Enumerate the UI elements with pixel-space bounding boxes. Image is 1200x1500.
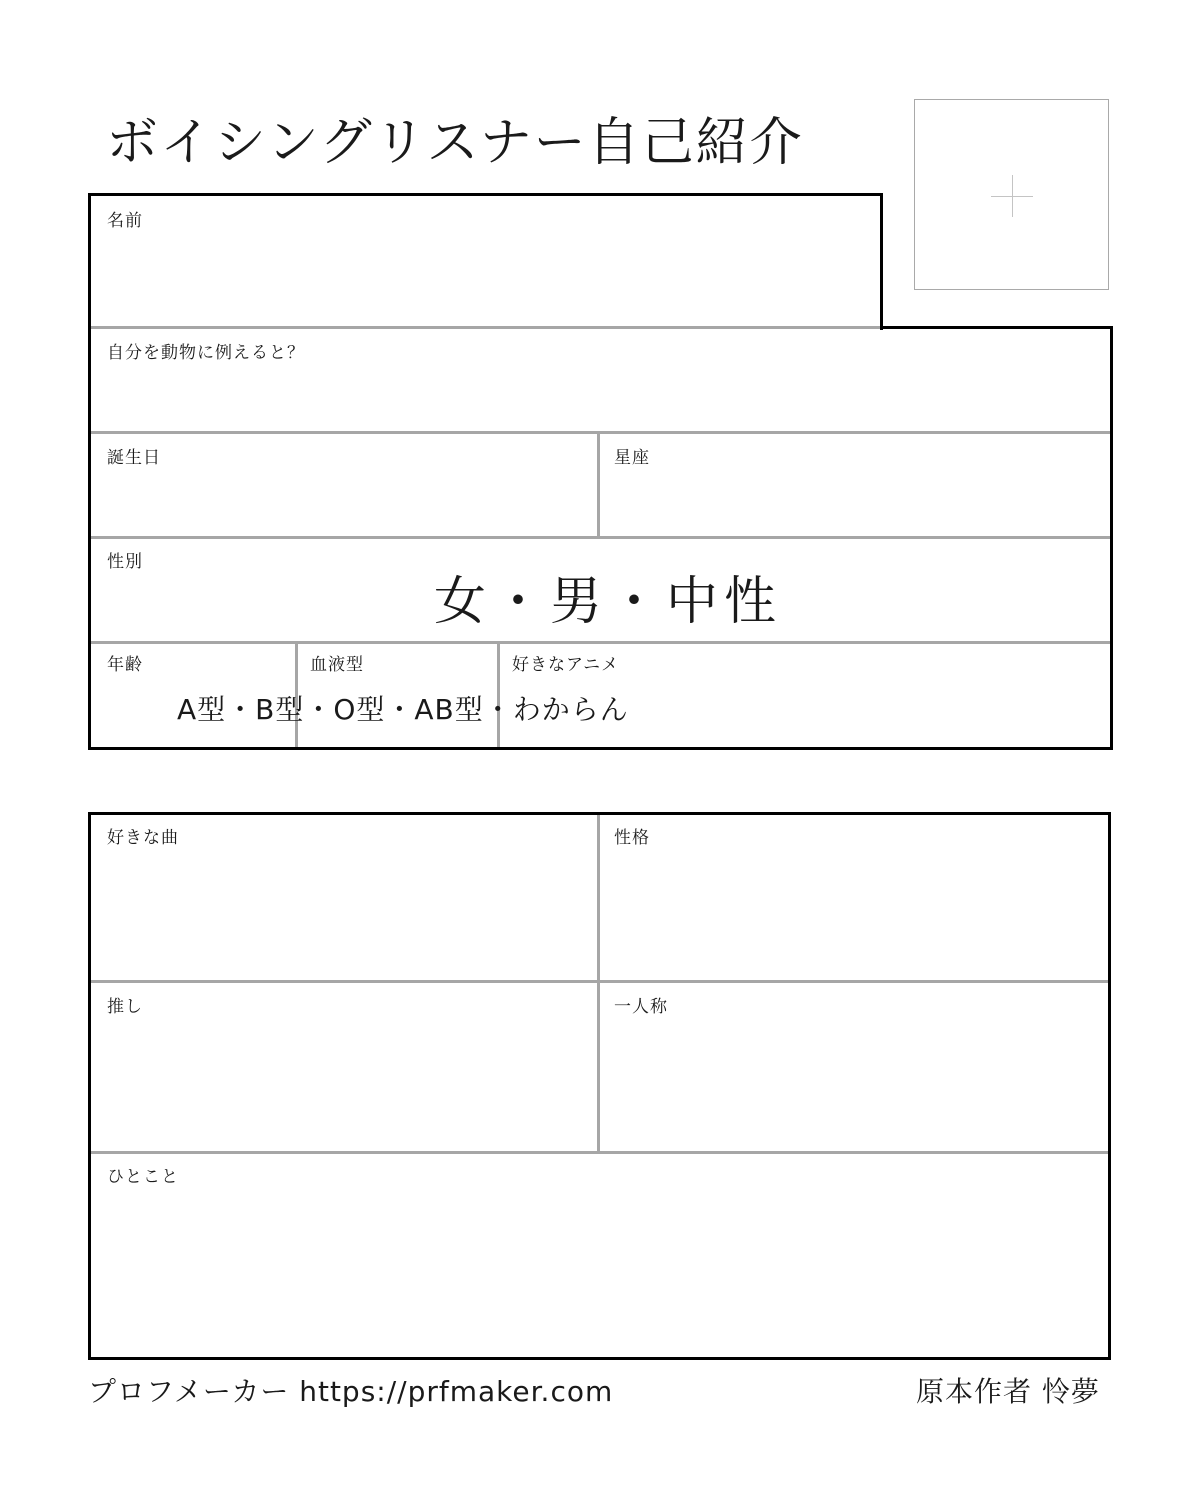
personality-label: 性格 bbox=[614, 828, 650, 848]
blood-type-label: 血液型 bbox=[310, 655, 364, 675]
plus-icon-bar bbox=[991, 196, 1033, 197]
gender-label: 性別 bbox=[107, 552, 143, 572]
birthday-label: 誕生日 bbox=[107, 448, 161, 468]
page-title: ボイシングリスナー自己紹介 bbox=[106, 113, 804, 173]
divider bbox=[91, 641, 1110, 644]
footer-site-link[interactable]: プロフメーカー https://prfmaker.com bbox=[88, 1375, 614, 1408]
divider bbox=[91, 326, 880, 329]
divider bbox=[91, 1151, 1108, 1154]
divider bbox=[91, 536, 1110, 539]
animal-label: 自分を動物に例えると？ bbox=[107, 343, 305, 363]
divider bbox=[597, 434, 600, 536]
divider bbox=[91, 431, 1110, 434]
footer-author: 原本作者 怜夢 bbox=[916, 1375, 1100, 1408]
age-label: 年齢 bbox=[107, 655, 143, 675]
favorite-song-label: 好きな曲 bbox=[107, 828, 179, 848]
zodiac-label: 星座 bbox=[614, 448, 650, 468]
photo-upload-box[interactable] bbox=[914, 99, 1109, 290]
gender-options[interactable]: 女・男・中性 bbox=[434, 572, 783, 632]
divider bbox=[597, 815, 600, 1151]
comment-label: ひとこと bbox=[107, 1167, 179, 1187]
favorite-anime-label: 好きなアニメ bbox=[512, 655, 620, 675]
first-person-label: 一人称 bbox=[614, 997, 668, 1017]
name-box-border bbox=[88, 193, 883, 330]
name-label: 名前 bbox=[107, 211, 143, 231]
blood-type-options[interactable]: A型・B型・O型・AB型・わからん bbox=[177, 693, 629, 726]
oshi-label: 推し bbox=[107, 997, 143, 1017]
